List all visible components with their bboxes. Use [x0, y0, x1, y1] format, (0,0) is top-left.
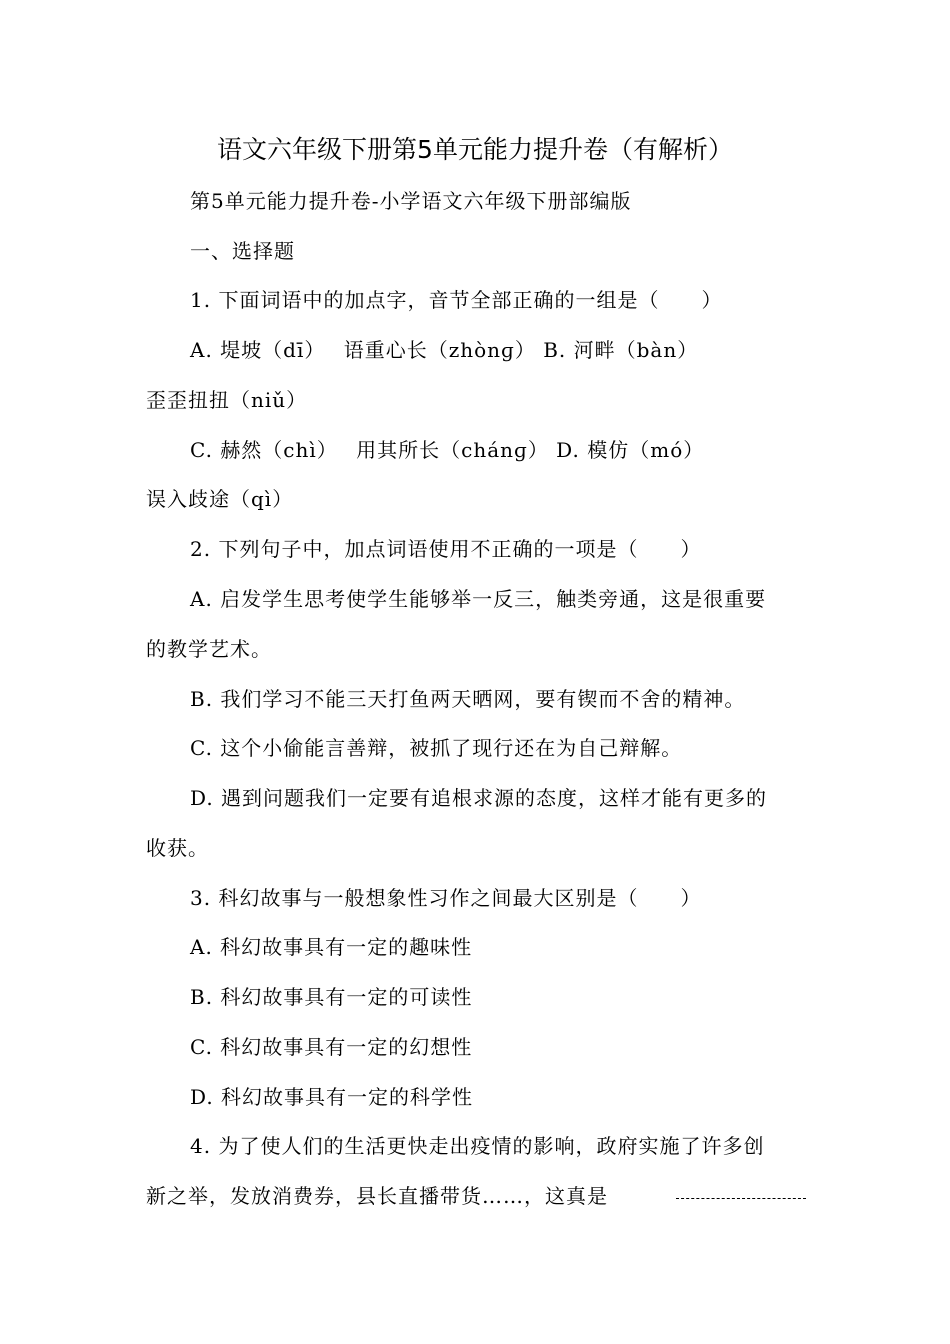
page-title: 语文六年级下册第5单元能力提升卷（有解析）	[217, 135, 733, 164]
question-2-option-a: A. 启发学生思考使学生能够举一反三，触类旁通，这是很重要	[190, 587, 767, 611]
question-3-stem: 3. 科幻故事与一般想象性习作之间最大区别是（ ）	[190, 886, 702, 910]
question-2-option-b: B. 我们学习不能三天打鱼两天晒网，要有锲而不舍的精神。	[190, 687, 746, 711]
question-4-stem: 4. 为了使人们的生活更快走出疫情的影响，政府实施了许多创	[190, 1134, 765, 1158]
question-4-line: 新之举，发放消费券，县长直播带货……，这真是	[146, 1184, 608, 1208]
question-3-option-a: A. 科幻故事具有一定的趣味性	[190, 935, 473, 959]
question-2-option-d-cont: 收获。	[146, 836, 209, 860]
question-2-option-a-cont: 的教学艺术。	[146, 637, 272, 661]
question-1-line: A. 堤坡（dī） 语重心长（zhònɡ） B. 河畔（bàn）	[190, 338, 699, 362]
section-heading: 一、选择题	[190, 239, 295, 263]
answer-blank	[676, 1198, 806, 1199]
subtitle: 第5单元能力提升卷-小学语文六年级下册部编版	[190, 189, 632, 213]
question-3-option-c: C. 科幻故事具有一定的幻想性	[190, 1035, 473, 1059]
question-1-stem: 1. 下面词语中的加点字，音节全部正确的一组是（ ）	[190, 288, 723, 312]
question-3-option-b: B. 科幻故事具有一定的可读性	[190, 985, 473, 1009]
question-1-line: 误入歧途（qì）	[146, 487, 294, 511]
question-3-option-d: D. 科幻故事具有一定的科学性	[190, 1085, 474, 1109]
question-2-option-d: D. 遇到问题我们一定要有追根求源的态度，这样才能有更多的	[190, 786, 768, 810]
question-2-option-c: C. 这个小偷能言善辩，被抓了现行还在为自己辩解。	[190, 736, 683, 760]
question-1-line: C. 赫然（chì） 用其所长（chánɡ） D. 模仿（mó）	[190, 438, 705, 462]
question-1-line: 歪歪扭扭（niǔ）	[146, 388, 308, 412]
question-2-stem: 2. 下列句子中，加点词语使用不正确的一项是（ ）	[190, 537, 702, 561]
